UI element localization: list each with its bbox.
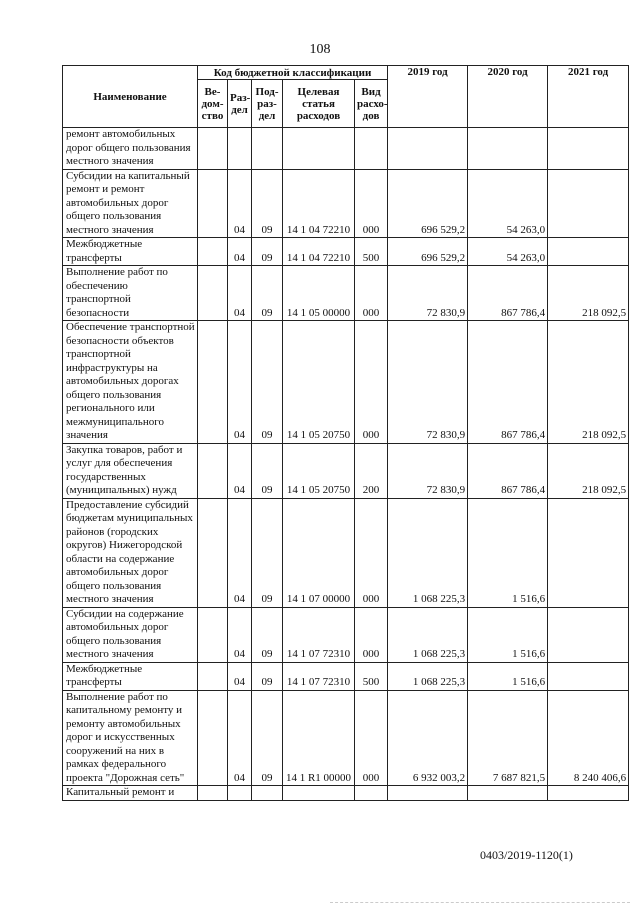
cell-vid	[355, 786, 388, 801]
cell-y2021: 218 092,5	[548, 443, 629, 498]
cell-y2021: 218 092,5	[548, 266, 629, 321]
cell-name: Субсидии на капитальный ремонт и ремонт автомобильных дорог общего пользования местного значения	[63, 169, 198, 238]
header-code-group: Код бюджетной классификации	[198, 66, 388, 80]
cell-ved	[198, 498, 228, 607]
cell-vid: 000	[355, 607, 388, 662]
cell-podrazdel: 09	[252, 266, 283, 321]
header-ved: Ве-дом-ство	[198, 80, 228, 128]
cell-y2020: 867 786,4	[468, 266, 548, 321]
cell-ved	[198, 169, 228, 238]
cell-ved	[198, 266, 228, 321]
cell-razdel: 04	[228, 321, 252, 444]
table-row	[63, 321, 629, 444]
header-2019: 2019 год	[388, 66, 468, 128]
cell-ved	[198, 128, 228, 170]
cell-podrazdel: 09	[252, 662, 283, 690]
cell-podrazdel: 09	[252, 169, 283, 238]
cell-vid: 200	[355, 443, 388, 498]
cell-target	[283, 786, 355, 801]
table-row	[63, 238, 629, 266]
cell-vid	[355, 128, 388, 170]
header-podrazdel: Под-раз-дел	[252, 80, 283, 128]
cell-razdel: 04	[228, 498, 252, 607]
cell-podrazdel: 09	[252, 607, 283, 662]
cell-razdel: 04	[228, 607, 252, 662]
cell-podrazdel	[252, 128, 283, 170]
cell-name: Выполнение работ по обеспечению транспортной безопасности	[63, 266, 198, 321]
budget-table	[62, 65, 629, 801]
cell-y2020: 1 516,6	[468, 662, 548, 690]
cell-y2020	[468, 786, 548, 801]
cell-podrazdel: 09	[252, 238, 283, 266]
cell-y2020: 867 786,4	[468, 443, 548, 498]
cell-y2021	[548, 662, 629, 690]
header-name: Наименование	[63, 66, 198, 128]
cell-ved	[198, 786, 228, 801]
cell-y2019: 72 830,9	[388, 443, 468, 498]
table-row	[63, 443, 629, 498]
cell-name: Предоставление субсидий бюджетам муниципальных районов (городских округов) Нижегородской области на содержание автомобильных дорог общего пользования местного значения	[63, 498, 198, 607]
cell-ved	[198, 662, 228, 690]
cell-y2020: 54 263,0	[468, 238, 548, 266]
cell-y2020: 1 516,6	[468, 498, 548, 607]
cell-vid: 000	[355, 266, 388, 321]
cell-vid: 500	[355, 662, 388, 690]
table-row	[63, 607, 629, 662]
cell-name: Межбюджетные трансферты	[63, 238, 198, 266]
cell-y2019: 72 830,9	[388, 321, 468, 444]
cell-target	[283, 128, 355, 170]
cell-y2019: 1 068 225,3	[388, 498, 468, 607]
cell-y2021	[548, 498, 629, 607]
table-row	[63, 128, 629, 170]
cell-name: Межбюджетные трансферты	[63, 662, 198, 690]
cell-podrazdel: 09	[252, 443, 283, 498]
cell-razdel	[228, 786, 252, 801]
table-row	[63, 662, 629, 690]
cell-name: Закупка товаров, работ и услуг для обеспечения государственных (муниципальных) нужд	[63, 443, 198, 498]
cell-y2020: 1 516,6	[468, 607, 548, 662]
cell-razdel: 04	[228, 169, 252, 238]
cell-target: 14 1 04 72210	[283, 238, 355, 266]
table-row	[63, 266, 629, 321]
cell-y2019	[388, 786, 468, 801]
cell-target: 14 1 04 72210	[283, 169, 355, 238]
cell-y2020	[468, 128, 548, 170]
table-row	[63, 169, 629, 238]
cell-razdel: 04	[228, 690, 252, 786]
cell-y2021	[548, 238, 629, 266]
header-target: Целевая статья расходов	[283, 80, 355, 128]
header-2020: 2020 год	[468, 66, 548, 128]
cell-y2021	[548, 169, 629, 238]
cell-ved	[198, 443, 228, 498]
cell-razdel	[228, 128, 252, 170]
cell-y2021: 8 240 406,6	[548, 690, 629, 786]
cell-y2019: 72 830,9	[388, 266, 468, 321]
cell-y2020: 7 687 821,5	[468, 690, 548, 786]
scan-artifact-line	[330, 899, 630, 903]
cell-name: ремонт автомобильных дорог общего пользования местного значения	[63, 128, 198, 170]
cell-podrazdel: 09	[252, 690, 283, 786]
cell-target: 14 1 R1 00000	[283, 690, 355, 786]
cell-ved	[198, 690, 228, 786]
cell-y2021: 218 092,5	[548, 321, 629, 444]
cell-razdel: 04	[228, 443, 252, 498]
cell-y2019: 1 068 225,3	[388, 607, 468, 662]
header-razdel: Раз-дел	[228, 80, 252, 128]
cell-y2021	[548, 786, 629, 801]
cell-razdel: 04	[228, 266, 252, 321]
cell-y2021	[548, 607, 629, 662]
cell-y2019: 696 529,2	[388, 238, 468, 266]
cell-podrazdel: 09	[252, 498, 283, 607]
cell-name: Субсидии на содержание автомобильных дорог общего пользования местного значения	[63, 607, 198, 662]
cell-podrazdel: 09	[252, 321, 283, 444]
cell-ved	[198, 607, 228, 662]
cell-target: 14 1 05 20750	[283, 443, 355, 498]
cell-target: 14 1 05 20750	[283, 321, 355, 444]
cell-y2021	[548, 128, 629, 170]
cell-y2019: 6 932 003,2	[388, 690, 468, 786]
cell-target: 14 1 05 00000	[283, 266, 355, 321]
table-row	[63, 690, 629, 786]
cell-razdel: 04	[228, 238, 252, 266]
header-2021: 2021 год	[548, 66, 629, 128]
cell-vid: 000	[355, 321, 388, 444]
cell-y2019: 696 529,2	[388, 169, 468, 238]
cell-razdel: 04	[228, 662, 252, 690]
cell-y2019: 1 068 225,3	[388, 662, 468, 690]
page-number: 108	[309, 42, 331, 57]
cell-name: Обеспечение транспортной безопасности объектов транспортной инфраструктуры на автомобильных дорогах общего пользования регионального или межмуниципального значения	[63, 321, 198, 444]
cell-vid: 000	[355, 690, 388, 786]
cell-ved	[198, 238, 228, 266]
cell-vid: 500	[355, 238, 388, 266]
cell-target: 14 1 07 72310	[283, 607, 355, 662]
table-row	[63, 786, 629, 801]
cell-y2020: 54 263,0	[468, 169, 548, 238]
table-row	[63, 498, 629, 607]
cell-target: 14 1 07 72310	[283, 662, 355, 690]
cell-vid: 000	[355, 498, 388, 607]
cell-vid: 000	[355, 169, 388, 238]
cell-name: Капитальный ремонт и	[63, 786, 198, 801]
cell-name: Выполнение работ по капитальному ремонту и ремонту автомобильных дорог и искусственных сооружений на них в рамках федерального проекта "Дорожная сеть"	[63, 690, 198, 786]
cell-target: 14 1 07 00000	[283, 498, 355, 607]
cell-podrazdel	[252, 786, 283, 801]
cell-y2019	[388, 128, 468, 170]
header-vid: Вид расхо-дов	[355, 80, 388, 128]
document-code: 0403/2019-1120(1)	[480, 848, 573, 862]
cell-ved	[198, 321, 228, 444]
cell-y2020: 867 786,4	[468, 321, 548, 444]
